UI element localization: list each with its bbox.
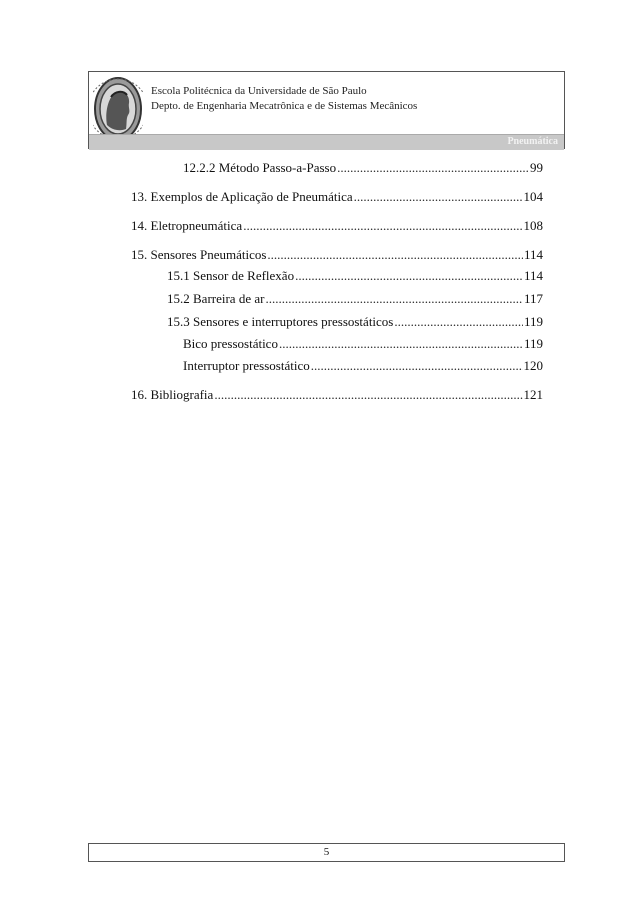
- toc-entry-page: 119: [523, 314, 543, 329]
- toc-entry[interactable]: [167, 291, 543, 307]
- page-header: [88, 71, 565, 149]
- toc-entry[interactable]: [131, 247, 543, 263]
- toc-entry[interactable]: [183, 160, 543, 176]
- header-department: Depto. de Engenharia Mecatrônica e de Sistemas Mecânicos: [151, 100, 418, 112]
- toc-leader-dots: [394, 314, 523, 330]
- toc-entry-label: 16. Bibliografia: [131, 387, 214, 402]
- toc-leader-dots: [214, 387, 522, 403]
- toc-entry-label: Interruptor pressostático: [183, 358, 310, 373]
- header-band-label: Pneumática: [507, 136, 558, 147]
- toc-entry[interactable]: [131, 218, 543, 234]
- toc-entry-page: 104: [523, 189, 543, 204]
- toc-leader-dots: [265, 291, 523, 307]
- toc-entry[interactable]: [131, 387, 543, 403]
- toc-entry[interactable]: [183, 336, 543, 352]
- toc-entry[interactable]: [167, 314, 543, 330]
- toc-leader-dots: [267, 247, 523, 263]
- toc-entry[interactable]: [183, 358, 543, 374]
- toc-leader-dots: [243, 218, 522, 234]
- toc-entry-label: 15. Sensores Pneumáticos: [131, 247, 267, 262]
- page-number: 5: [323, 846, 330, 858]
- university-seal-icon: [93, 75, 143, 143]
- toc-entry-page: 114: [523, 268, 543, 283]
- toc-entry-page: 117: [523, 291, 543, 306]
- toc-entry[interactable]: [131, 189, 543, 205]
- toc-entry-label: 13. Exemplos de Aplicação de Pneumática: [131, 189, 353, 204]
- toc-entry-label: 15.2 Barreira de ar: [167, 291, 265, 306]
- toc-entry-page: 108: [523, 218, 543, 233]
- toc-entry-label: 14. Eletropneumática: [131, 218, 243, 233]
- toc-entry-label: Bico pressostático: [183, 336, 278, 351]
- toc-entry[interactable]: [167, 268, 543, 284]
- toc-entry-page: 121: [523, 387, 543, 402]
- toc-leader-dots: [295, 268, 523, 284]
- toc-leader-dots: [279, 336, 523, 352]
- toc-entry-page: 99: [530, 160, 543, 175]
- toc-entry-page: 119: [523, 336, 543, 351]
- header-band: [89, 134, 564, 150]
- header-institution: Escola Politécnica da Universidade de São Paulo: [151, 85, 367, 97]
- toc-leader-dots: [337, 160, 529, 176]
- toc-entry-label: 15.1 Sensor de Reflexão: [167, 268, 295, 283]
- toc-entry-label: 15.3 Sensores e interruptores pressostáticos: [167, 314, 394, 329]
- toc-entry-page: 120: [523, 358, 543, 373]
- toc-leader-dots: [311, 358, 523, 374]
- toc-entry-label: 12.2.2 Método Passo-a-Passo: [183, 160, 337, 175]
- page-footer: [88, 843, 565, 862]
- toc-entry-page: 114: [523, 247, 543, 262]
- toc-leader-dots: [354, 189, 523, 205]
